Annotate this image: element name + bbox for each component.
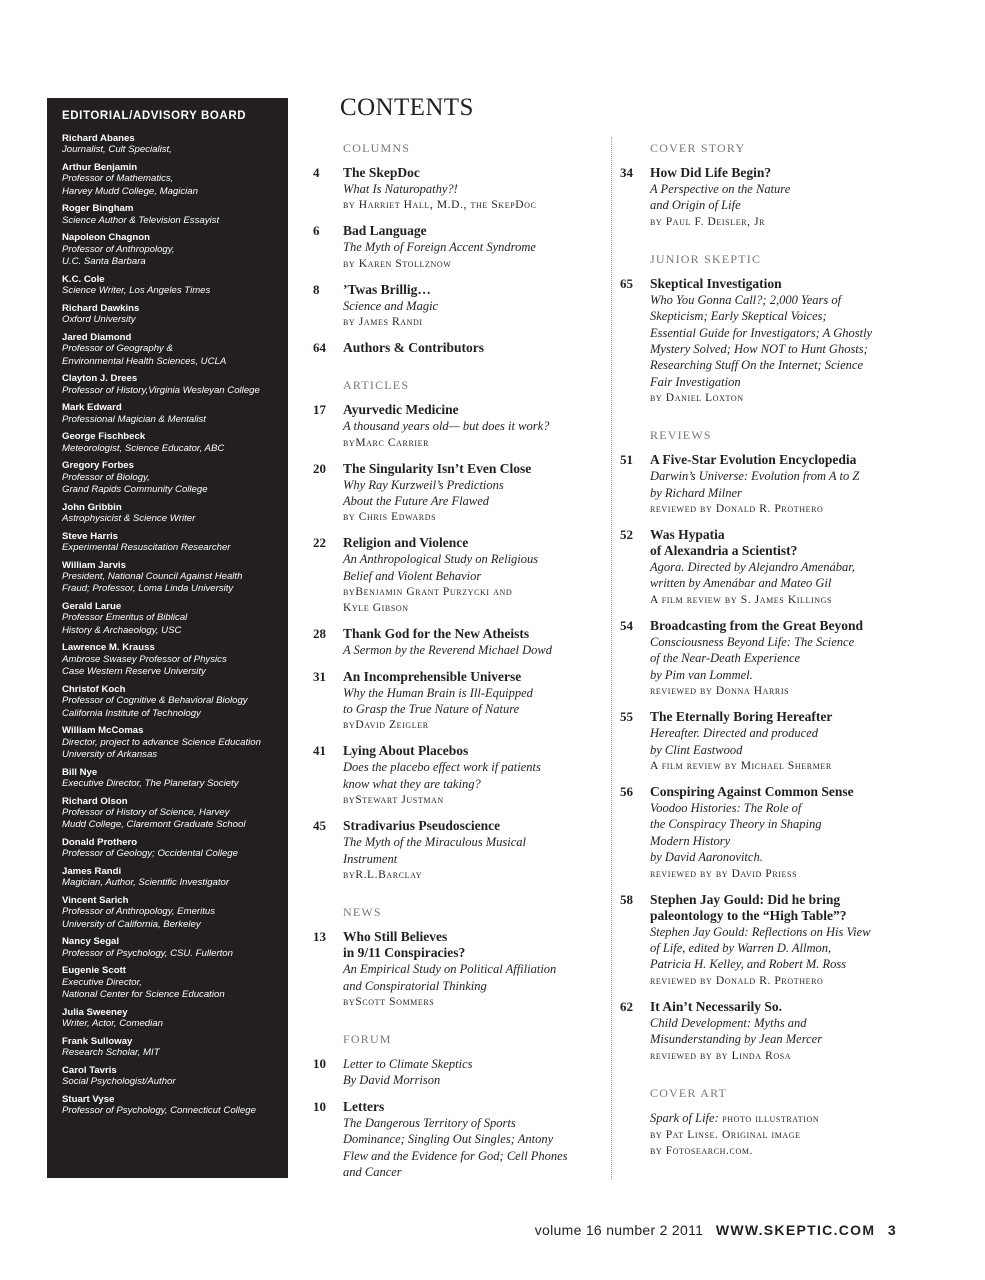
entry-subtitle: Voodoo Histories: The Role of bbox=[650, 800, 802, 815]
entry-subtitle: Letter to Climate Skeptics bbox=[343, 1056, 473, 1071]
toc-entry[interactable] bbox=[620, 165, 910, 230]
entry-subtitle: An Anthropological Study on Religious bbox=[343, 552, 539, 567]
entry-byline: A film review by S. James Killings bbox=[650, 593, 833, 606]
entry-title: of Alexandria a Scientist? bbox=[650, 543, 798, 559]
page-number: 10 bbox=[313, 1055, 326, 1071]
member-name: Eugenie Scott bbox=[62, 965, 126, 977]
entry-subtitle: of Life, edited by Warren D. Allmon, bbox=[650, 940, 832, 955]
member-role: Astrophysicist & Science Writer bbox=[62, 513, 196, 525]
entry-subtitle: Flew and the Evidence for God; Cell Phones bbox=[343, 1148, 568, 1163]
section-heading: JUNIOR SKEPTIC bbox=[650, 251, 762, 266]
member-role: Social Psychologist/Author bbox=[62, 1076, 176, 1088]
entry-subtitle: and Cancer bbox=[343, 1164, 402, 1179]
board-member bbox=[62, 203, 274, 227]
member-role: President, National Council Against Health bbox=[62, 571, 243, 583]
member-name: Richard Abanes bbox=[62, 133, 135, 144]
toc-entry[interactable] bbox=[313, 402, 593, 450]
member-name: Julia Sweeney bbox=[62, 1006, 128, 1018]
entry-subtitle: the Conspiracy Theory in Shaping bbox=[650, 817, 822, 832]
member-name: Steve Harris bbox=[62, 530, 118, 542]
board-member bbox=[62, 232, 274, 268]
entry-byline: by Paul F. Deisler, Jr bbox=[650, 215, 766, 228]
board-member bbox=[62, 402, 274, 426]
cover-art-title: Spark of Life: bbox=[650, 1110, 719, 1125]
member-name: Jared Diamond bbox=[62, 331, 132, 343]
member-name: Nancy Segal bbox=[62, 936, 120, 948]
entry-subtitle: What Is Naturopathy?! bbox=[343, 182, 458, 196]
member-role: Ambrose Swasey Professor of Physics bbox=[62, 653, 227, 665]
page-number: 20 bbox=[313, 460, 326, 476]
page-footer bbox=[535, 1222, 897, 1238]
page-number: 8 bbox=[313, 281, 320, 297]
entry-title: Skeptical Investigation bbox=[650, 275, 782, 291]
board-member bbox=[62, 531, 274, 555]
entry-subtitle: know what they are taking? bbox=[343, 776, 481, 791]
entry-subtitle: and Conspiratorial Thinking bbox=[343, 978, 487, 993]
member-role: Science Writer, Los Angeles Times bbox=[62, 285, 211, 297]
member-name: Richard Olson bbox=[62, 795, 128, 807]
entry-title: Thank God for the New Atheists bbox=[343, 626, 530, 642]
toc-entry[interactable] bbox=[313, 818, 593, 883]
board-member bbox=[62, 274, 274, 298]
entry-byline: byScott Sommers bbox=[343, 995, 435, 1008]
member-name: Richard Dawkins bbox=[62, 302, 140, 314]
entry-title: The SkepDoc bbox=[343, 165, 420, 180]
entry-title: Stradivarius Pseudoscience bbox=[343, 818, 501, 834]
entry-subtitle: of the Near-Death Experience bbox=[650, 651, 801, 666]
member-name: Napoleon Chagnon bbox=[62, 232, 150, 244]
member-role: Professional Magician & Mentalist bbox=[62, 413, 206, 425]
board-member bbox=[62, 866, 274, 890]
board-member bbox=[62, 965, 274, 1001]
page-number: 3 bbox=[887, 1222, 897, 1238]
entry-subtitle: Consciousness Beyond Life: The Science bbox=[650, 634, 855, 649]
member-role: University of California, Berkeley bbox=[62, 918, 201, 930]
entry-title: Stephen Jay Gould: Did he bring bbox=[650, 891, 841, 907]
member-name: Frank Sulloway bbox=[62, 1035, 133, 1047]
page-number: 6 bbox=[313, 223, 320, 239]
board-member bbox=[62, 373, 274, 397]
advisory-board-panel bbox=[47, 98, 288, 1178]
member-role: Case Western Reserve University bbox=[62, 666, 206, 678]
entry-byline: by Karen Stollznow bbox=[343, 257, 452, 270]
member-name: Carol Tavris bbox=[62, 1064, 117, 1076]
entry-subtitle: The Myth of Foreign Accent Syndrome bbox=[343, 240, 536, 255]
entry-byline: by James Randi bbox=[343, 316, 423, 329]
entry-subtitle: Why Ray Kurzweil’s Predictions bbox=[343, 477, 504, 492]
toc-entry[interactable] bbox=[620, 709, 910, 774]
contents-title: CONTENTS bbox=[340, 94, 474, 121]
board-member bbox=[62, 133, 274, 157]
member-name: William McComas bbox=[62, 725, 144, 737]
entry-subtitle: Essential Guide for Investigators; A Ghostly bbox=[650, 325, 873, 340]
page-number: 22 bbox=[313, 535, 326, 551]
board-member bbox=[62, 431, 274, 455]
board-member-list bbox=[62, 133, 274, 1118]
toc-entry[interactable] bbox=[313, 1099, 593, 1181]
page-number: 17 bbox=[313, 402, 326, 418]
page-number: 28 bbox=[313, 626, 326, 642]
member-name: Donald Prothero bbox=[62, 837, 138, 849]
member-role: Grand Rapids Community College bbox=[62, 484, 208, 496]
entry-subtitle: by Richard Milner bbox=[650, 485, 742, 500]
member-role: Professor of Cognitive & Behavioral Biology bbox=[62, 695, 248, 707]
entry-subtitle: Child Development: Myths and bbox=[650, 1015, 807, 1030]
member-role: Professor of Mathematics, bbox=[62, 173, 174, 185]
member-role: Professor of Psychology, Connecticut College bbox=[62, 1105, 256, 1117]
entry-subtitle: Belief and Violent Behavior bbox=[343, 568, 482, 583]
entry-subtitle: About the Future Are Flawed bbox=[343, 494, 490, 509]
entry-subtitle: A thousand years old— but does it work? bbox=[343, 419, 550, 434]
entry-byline: byR.L.Barclay bbox=[343, 869, 423, 882]
contents-column-right bbox=[620, 133, 910, 1169]
board-member bbox=[62, 332, 274, 368]
entry-subtitle: Hereafter. Directed and produced bbox=[650, 726, 819, 741]
entry-title: The Singularity Isn’t Even Close bbox=[343, 460, 532, 476]
entry-byline: reviewed by Donald R. Prothero bbox=[650, 503, 824, 516]
website-link[interactable]: WWW.SKEPTIC.COM bbox=[715, 1222, 876, 1238]
member-name: John Gribbin bbox=[62, 501, 122, 513]
entry-subtitle: Does the placebo effect work if patients bbox=[343, 760, 541, 775]
page-number: 10 bbox=[313, 1098, 326, 1114]
entry-title: in 9/11 Conspiracies? bbox=[343, 945, 466, 961]
member-role: Fraud; Professor, Loma Linda University bbox=[62, 583, 234, 595]
entry-subtitle: The Dangerous Territory of Sports bbox=[343, 1115, 516, 1130]
entry-subtitle: Dominance; Singling Out Singles; Antony bbox=[343, 1132, 554, 1147]
section-heading: ARTICLES bbox=[343, 378, 410, 393]
section-heading: COVER ART bbox=[650, 1085, 728, 1100]
entry-subtitle: Agora. Directed by Alejandro Amenábar, bbox=[650, 560, 855, 575]
board-member bbox=[62, 1007, 274, 1031]
entry-title: Bad Language bbox=[343, 223, 427, 239]
board-member bbox=[62, 460, 274, 496]
toc-entry[interactable] bbox=[620, 1110, 910, 1159]
board-member bbox=[62, 642, 274, 678]
board-member bbox=[62, 837, 274, 861]
member-name: George Fischbeck bbox=[62, 431, 146, 443]
entry-subtitle: Instrument bbox=[343, 851, 398, 866]
entry-title: ’Twas Brillig… bbox=[343, 281, 431, 297]
entry-byline: reviewed by by David Priess bbox=[650, 867, 798, 880]
member-role: Meteorologist, Science Educator, ABC bbox=[62, 442, 225, 454]
toc-entry[interactable] bbox=[313, 743, 593, 808]
entry-byline: byMarc Carrier bbox=[343, 436, 430, 449]
page-number: 13 bbox=[313, 929, 326, 945]
entry-subtitle: The Myth of the Miraculous Musical bbox=[343, 835, 526, 850]
member-role: Professor of Geography & bbox=[62, 343, 173, 355]
entry-title: Letters bbox=[343, 1098, 385, 1114]
member-name: Arthur Benjamin bbox=[62, 162, 138, 173]
entry-title: Ayurvedic Medicine bbox=[343, 402, 459, 418]
board-member bbox=[62, 684, 274, 720]
member-role: Writer, Actor, Comedian bbox=[62, 1018, 163, 1030]
toc-entry[interactable] bbox=[620, 999, 910, 1064]
entry-subtitle: Science and Magic bbox=[343, 298, 439, 313]
member-role: University of Arkansas bbox=[62, 749, 158, 761]
member-name: Mark Edward bbox=[62, 402, 122, 414]
member-name: Gerald Larue bbox=[62, 601, 122, 613]
member-name: Clayton J. Drees bbox=[62, 373, 138, 385]
board-member bbox=[62, 796, 274, 832]
entry-subtitle: to Grasp the True Nature of Nature bbox=[343, 702, 520, 717]
entry-byline: byDavid Zeigler bbox=[343, 719, 429, 732]
member-role: Professor of Psychology, CSU. Fullerton bbox=[62, 947, 233, 959]
member-name: Lawrence M. Krauss bbox=[62, 642, 155, 654]
entry-subtitle: Who You Gonna Call?; 2,000 Years of bbox=[650, 292, 842, 307]
board-member bbox=[62, 303, 274, 327]
toc-entry[interactable] bbox=[313, 461, 593, 526]
member-role: Mudd College, Claremont Graduate School bbox=[62, 819, 246, 831]
entry-byline: by Pat Linse. Original image bbox=[650, 1128, 801, 1141]
toc-entry[interactable] bbox=[620, 527, 910, 608]
entry-title: Conspiring Against Common Sense bbox=[650, 783, 854, 799]
page-number: 62 bbox=[620, 998, 633, 1014]
contents-column-left bbox=[313, 133, 593, 1190]
toc-entry[interactable] bbox=[620, 276, 910, 406]
entry-title: Was Hypatia bbox=[650, 527, 725, 543]
issue-info: volume 16 number 2 2011 bbox=[534, 1222, 704, 1238]
section-heading: FORUM bbox=[343, 1031, 392, 1046]
entry-subtitle: Patricia H. Kelley, and Robert M. Ross bbox=[650, 957, 847, 972]
entry-title: It Ain’t Necessarily So. bbox=[650, 998, 782, 1014]
entry-subtitle: Why the Human Brain is Ill-Equipped bbox=[343, 685, 533, 700]
toc-entry[interactable] bbox=[620, 618, 910, 699]
member-name: Gregory Forbes bbox=[62, 460, 134, 472]
toc-entry[interactable] bbox=[313, 1056, 593, 1089]
member-name: K.C. Cole bbox=[62, 273, 105, 285]
member-name: Vincent Sarich bbox=[62, 895, 129, 907]
member-role: Harvey Mudd College, Magician bbox=[62, 185, 198, 197]
entry-byline: by Fotosearch.com. bbox=[650, 1144, 754, 1157]
member-role: Professor Emeritus of Biblical bbox=[62, 612, 188, 624]
toc-entry[interactable] bbox=[620, 452, 910, 517]
member-role: U.C. Santa Barbara bbox=[62, 256, 146, 268]
toc-entry[interactable] bbox=[313, 535, 593, 616]
column-divider bbox=[611, 137, 612, 1179]
page-number: 31 bbox=[313, 668, 326, 684]
entry-subtitle: Darwin’s Universe: Evolution from A to Z bbox=[650, 469, 860, 484]
entry-byline: reviewed by by Linda Rosa bbox=[650, 1049, 792, 1062]
member-role: Environmental Health Sciences, UCLA bbox=[62, 355, 227, 367]
member-role: Executive Director, The Planetary Society bbox=[62, 778, 239, 790]
toc-entry[interactable] bbox=[620, 784, 910, 882]
page-number: 64 bbox=[313, 340, 326, 356]
page-number: 65 bbox=[620, 275, 633, 291]
board-member bbox=[62, 767, 274, 791]
member-role: Professor of Anthropology, bbox=[62, 243, 175, 255]
page-number: 58 bbox=[620, 891, 633, 907]
entry-byline: reviewed by Donna Harris bbox=[650, 685, 790, 698]
board-member bbox=[62, 601, 274, 637]
member-role: History & Archaeology, USC bbox=[62, 624, 182, 636]
member-role: Professor of History of Science, Harvey bbox=[62, 807, 230, 819]
page-number: 52 bbox=[620, 527, 633, 543]
entry-subtitle: By David Morrison bbox=[343, 1073, 441, 1088]
toc-entry[interactable] bbox=[313, 165, 593, 213]
toc-entry[interactable] bbox=[313, 223, 593, 271]
entry-byline: byStewart Justman bbox=[343, 794, 444, 807]
entry-title: Authors & Contributors bbox=[343, 340, 485, 356]
member-name: Roger Bingham bbox=[62, 203, 134, 215]
entry-title: Lying About Placebos bbox=[343, 743, 469, 759]
page-number: 55 bbox=[620, 709, 633, 725]
entry-subtitle: by Clint Eastwood bbox=[650, 742, 743, 757]
entry-title: The Eternally Boring Hereafter bbox=[650, 709, 833, 725]
toc-entry[interactable] bbox=[313, 282, 593, 330]
entry-byline: A film review by Michael Shermer bbox=[650, 759, 832, 772]
member-role: Executive Director, bbox=[62, 976, 142, 988]
page-number: 56 bbox=[620, 783, 633, 799]
entry-byline: Kyle Gibson bbox=[343, 602, 409, 615]
member-name: Stuart Vyse bbox=[62, 1093, 115, 1105]
entry-title: paleontology to the “High Table”? bbox=[650, 907, 847, 923]
entry-title: How Did Life Begin? bbox=[650, 165, 772, 180]
member-role: Science Author & Television Essayist bbox=[62, 214, 220, 226]
entry-subtitle: An Empirical Study on Political Affiliation bbox=[343, 962, 557, 977]
section-heading: NEWS bbox=[343, 905, 382, 920]
entry-subtitle: Fair Investigation bbox=[650, 374, 741, 389]
board-member bbox=[62, 502, 274, 526]
board-heading: EDITORIAL/ADVISORY BOARD bbox=[62, 110, 247, 122]
entry-subtitle: and Origin of Life bbox=[650, 198, 741, 213]
page-number: 54 bbox=[620, 617, 633, 633]
entry-byline: byBenjamin Grant Purzycki and bbox=[343, 586, 513, 599]
board-member bbox=[62, 1065, 274, 1089]
entry-title: A Five-Star Evolution Encyclopedia bbox=[650, 452, 857, 468]
entry-subtitle: written by Amenábar and Mateo Gil bbox=[650, 576, 832, 591]
entry-subtitle: Researching Stuff On the Internet; Science bbox=[650, 358, 864, 373]
member-role: National Center for Science Education bbox=[62, 989, 225, 1001]
entry-subtitle: by David Aaronovitch. bbox=[650, 850, 763, 865]
member-role: Research Scholar, MIT bbox=[62, 1047, 160, 1059]
entry-subtitle: Mystery Solved; How NOT to Hunt Ghosts; bbox=[650, 342, 868, 357]
member-role: California Institute of Technology bbox=[62, 707, 201, 719]
board-member bbox=[62, 936, 274, 960]
member-role: Oxford University bbox=[62, 314, 136, 326]
entry-byline: by Harriet Hall, M.D., the SkepDoc bbox=[343, 199, 537, 212]
cover-art-desc: photo illustration bbox=[718, 1112, 820, 1125]
member-role: Professor of Anthropology, Emeritus bbox=[62, 906, 216, 918]
member-role: Director, project to advance Science Education bbox=[62, 736, 261, 748]
member-name: William Jarvis bbox=[62, 559, 126, 571]
section-heading: COLUMNS bbox=[343, 141, 411, 155]
page-number: 41 bbox=[313, 743, 326, 759]
board-member bbox=[62, 560, 274, 596]
entry-subtitle: A Sermon by the Reverend Michael Dowd bbox=[343, 643, 552, 658]
member-role: Professor of History,Virginia Wesleyan College bbox=[62, 384, 260, 396]
toc-entry[interactable] bbox=[313, 626, 593, 658]
board-member bbox=[62, 1094, 274, 1118]
page-number: 51 bbox=[620, 452, 633, 468]
entry-subtitle: Misunderstanding by Jean Mercer bbox=[650, 1032, 823, 1047]
board-member bbox=[62, 895, 274, 931]
toc-entry[interactable] bbox=[313, 669, 593, 734]
page-number: 45 bbox=[313, 818, 326, 834]
section-heading: COVER STORY bbox=[650, 141, 746, 155]
entry-byline: reviewed by Donald R. Prothero bbox=[650, 974, 824, 987]
entry-subtitle: by Pim van Lommel. bbox=[650, 667, 753, 682]
member-name: James Randi bbox=[62, 866, 122, 878]
page-number: 4 bbox=[313, 165, 320, 180]
member-role: Professor of Geology; Occidental College bbox=[62, 848, 238, 860]
board-member bbox=[62, 162, 274, 198]
entry-byline: by Chris Edwards bbox=[343, 511, 437, 524]
entry-title: Who Still Believes bbox=[343, 929, 448, 945]
board-member bbox=[62, 725, 274, 761]
entry-title: Religion and Violence bbox=[343, 535, 469, 551]
member-name: Christof Koch bbox=[62, 683, 126, 695]
cover-art-credit bbox=[650, 1110, 910, 1127]
page-number: 34 bbox=[620, 165, 633, 180]
entry-subtitle: Skepticism; Early Skeptical Voices; bbox=[650, 309, 827, 324]
toc-entry[interactable] bbox=[620, 892, 910, 989]
toc-entry[interactable] bbox=[313, 929, 593, 1010]
member-role: Professor of Biology, bbox=[62, 471, 150, 483]
member-role: Experimental Resuscitation Researcher bbox=[62, 542, 231, 554]
member-name: Bill Nye bbox=[62, 766, 98, 778]
entry-title: An Incomprehensible Universe bbox=[343, 668, 522, 684]
entry-byline: by Daniel Loxton bbox=[650, 392, 744, 405]
entry-subtitle: A Perspective on the Nature bbox=[650, 182, 791, 196]
section-heading: REVIEWS bbox=[650, 428, 712, 443]
toc-entry[interactable] bbox=[313, 340, 593, 356]
member-role: Magician, Author, Scientific Investigator bbox=[62, 877, 230, 889]
entry-title: Broadcasting from the Great Beyond bbox=[650, 617, 863, 633]
member-role: Journalist, Cult Specialist, bbox=[62, 144, 172, 156]
board-member bbox=[62, 1036, 274, 1060]
entry-subtitle: Stephen Jay Gould: Reflections on His View bbox=[650, 924, 871, 939]
entry-subtitle: Modern History bbox=[650, 833, 731, 848]
